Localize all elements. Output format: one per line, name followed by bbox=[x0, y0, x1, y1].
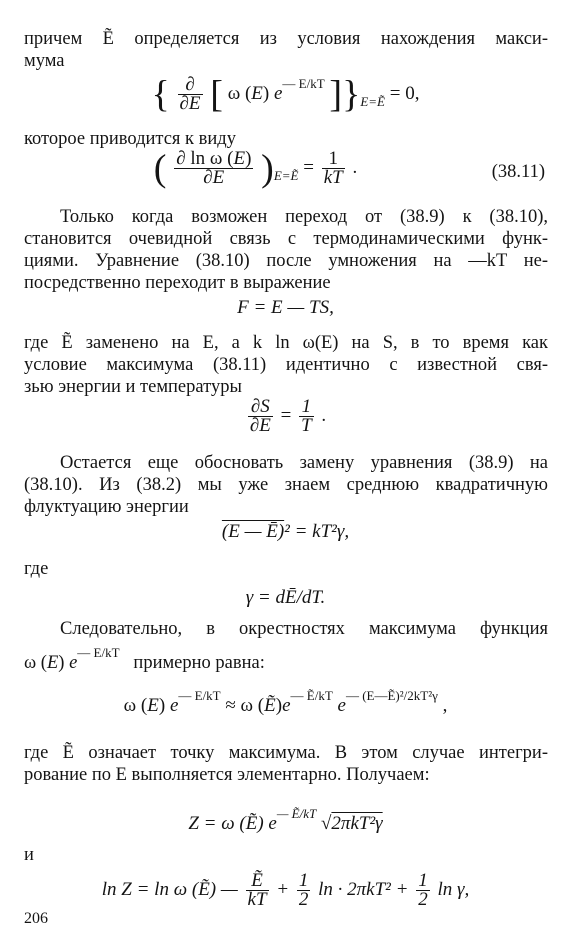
formula-lhs: ln Z = ln ω (Ẽ) — bbox=[101, 878, 238, 900]
text-line: где Ẽ означает точку максимума. В этом случае интегри- bbox=[24, 743, 548, 763]
formula-max-condition: { $\frac{\partial}{\partial E}$ [ ω (E) $e^{— E/kT}$ ]}$_{E=Ẽ} = 0$, bbox=[151, 73, 420, 116]
fraction-denominator: ∂E bbox=[249, 415, 271, 436]
text-line: Следовательно, в окрестностях максимума функция bbox=[60, 619, 548, 639]
formula-entropy-temperature: $\frac{\partial S}{\partial E}$ = $\frac{1}{T}$ . bbox=[249, 396, 327, 436]
formula-rhs: ² = kT²γ, bbox=[284, 521, 350, 542]
formula-38-11: ( $\frac{\text{∂ ln ω (E)}}{\partial E}$ )$_{E=Ẽ}$ = $\frac{1}{kT}$ . bbox=[153, 147, 358, 190]
text-line: флуктуацию энергии bbox=[24, 497, 189, 517]
text-line: посредственно переходит в выражение bbox=[24, 273, 331, 293]
text-line: мума bbox=[24, 51, 65, 71]
equation-number: (38.11) bbox=[491, 162, 545, 182]
formula-root: 2πkT²γ bbox=[331, 813, 383, 834]
fraction-numerator: 1 bbox=[322, 150, 345, 169]
formula-free-energy: F = E — TS, bbox=[237, 297, 334, 318]
text-line: Только когда возможен переход от (38.9) к (38.10), bbox=[60, 207, 548, 227]
text-line: Остается еще обосновать замену уравнения (38.9) на bbox=[60, 453, 548, 473]
text-line: рование по E выполняется элементарно. Получаем: bbox=[24, 765, 430, 785]
formula-gamma: γ = dĒ/dT. bbox=[245, 587, 326, 608]
formula-approximation: ω (E) $e^{— E/kT} \approx \omega$ $(Ẽ)e^{— Ẽ/kT}$ $e^{— (E—Ẽ)^2/2kT^2\gamma}$ , bbox=[123, 688, 448, 716]
fraction-numerator: ∂S bbox=[248, 398, 273, 417]
page-number: 206 bbox=[24, 910, 48, 927]
formula-lhs: (E — Ē) bbox=[221, 521, 285, 542]
formula-fluctuation bbox=[0, 520, 571, 544]
fraction-denominator: kT bbox=[323, 167, 343, 188]
text-line: где Ẽ заменено на E, а k ln ω(E) на S, в то время как bbox=[24, 333, 548, 353]
fraction-numerator: 1 bbox=[299, 398, 314, 417]
text-line: причем Ẽ определяется из условия нахождения макси- bbox=[24, 29, 548, 49]
formula-partition-function: Z = ω (Ẽ) $e^{— Ẽ/kT}$ √2πkT²γ bbox=[188, 806, 383, 834]
text-line: зью энергии и температуры bbox=[24, 377, 242, 397]
text-line: и bbox=[24, 845, 34, 865]
formula-rhs: = 0, bbox=[389, 82, 420, 104]
text-line: (38.10). Из (38.2) мы уже знаем среднюю квадратичную bbox=[24, 475, 548, 495]
text-line: циями. Уравнение (38.10) после умножения на —kT не- bbox=[24, 251, 548, 271]
text-line: где bbox=[24, 559, 49, 579]
text-line: которое приводится к виду bbox=[24, 129, 236, 149]
text-fragment: примерно равна: bbox=[133, 653, 265, 673]
text-line: условие максимума (38.11) идентично с известной свя- bbox=[24, 355, 548, 375]
text-line-with-formula: ω (E) $e^{— E/kT}$ примерно равна: bbox=[24, 645, 265, 673]
fraction-denominator: T bbox=[301, 415, 312, 436]
formula-log-partition: ln Z = ln ω (Ẽ) — $\frac{\text{Ẽ}}{kT}$ + $\frac{1}{2}$ ln · 2πkT² + $\frac{1}{2}$ ln γ, bbox=[101, 870, 470, 910]
text-line: становится очевидной связь с термодинамическими функ- bbox=[24, 229, 548, 249]
formula-lhs: Z = ω (Ẽ) e bbox=[188, 813, 277, 834]
